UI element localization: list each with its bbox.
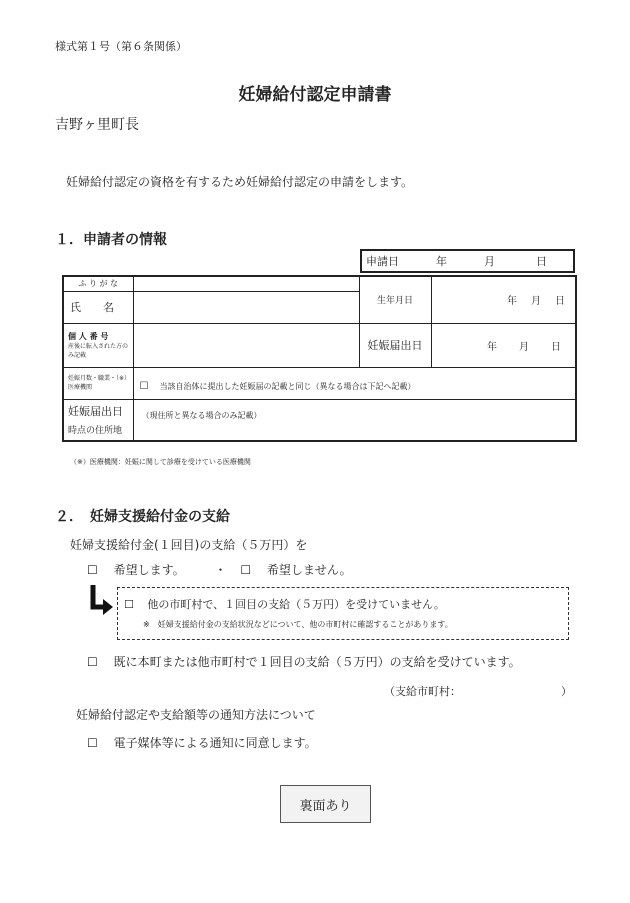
application-day[interactable]: 日 xyxy=(536,255,547,268)
wish-yes-label: 希望します。 xyxy=(113,563,185,577)
benefit-line: 妊婦支援給付金(１回目)の支給（５万円）を xyxy=(70,538,308,552)
pregnancy-report-date-input[interactable] xyxy=(431,323,576,367)
already-received-checkbox[interactable]: ☐ xyxy=(87,655,98,669)
application-year[interactable]: 年 xyxy=(436,255,447,268)
intro-text: 妊婦給付認定の資格を有するため妊婦給付認定の申請をします。 xyxy=(66,175,414,189)
id-number-input[interactable] xyxy=(133,323,359,367)
wish-no-label: 希望しません。 xyxy=(266,563,352,577)
not-received-text: 他の市町村で、１回目の支給（５万円）を受けていません。 xyxy=(147,598,445,611)
paying-city-close: ） xyxy=(561,685,572,698)
pregnancy-report-label: 妊娠届出日 xyxy=(359,323,431,367)
id-label: 個 人 番 号 xyxy=(68,331,109,341)
wish-options xyxy=(87,561,352,578)
address-label-2: 時点の住所地 xyxy=(68,426,123,437)
id-note: 産後に転入された方のみ記載 xyxy=(68,342,129,359)
same-as-report-option[interactable] xyxy=(133,367,576,399)
confirmation-note: ※ 妊婦支援給付金の支給状況などについて、他の市町村に確認することがあります。 xyxy=(143,620,453,629)
name-label: 氏 名 xyxy=(63,291,133,323)
birthdate-year: 年 xyxy=(507,296,517,308)
electronic-consent-checkbox[interactable]: ☐ xyxy=(87,736,98,750)
applicant-info-table xyxy=(62,275,577,442)
address-label-1: 妊娠届出日 xyxy=(68,405,123,419)
application-date-label: 申請日 xyxy=(366,255,399,268)
same-as-report-checkbox[interactable]: ☐ xyxy=(139,380,149,392)
name-input[interactable] xyxy=(133,291,359,323)
wish-yes-checkbox[interactable]: ☐ xyxy=(87,563,98,577)
id-label-cell xyxy=(63,323,133,367)
addressee: 吉野ヶ里町長 xyxy=(55,117,139,133)
address-input[interactable] xyxy=(133,399,576,441)
paying-city-label: （支給市町村： xyxy=(384,685,461,698)
furigana-input[interactable] xyxy=(133,276,359,291)
already-received-option[interactable] xyxy=(87,653,521,670)
wish-no-checkbox[interactable]: ☐ xyxy=(240,563,252,577)
birthdate-input[interactable] xyxy=(431,276,576,323)
section1-heading: １．申請者の情報 xyxy=(55,232,167,248)
birthdate-label: 生年月日 xyxy=(359,276,431,323)
not-received-box xyxy=(117,587,569,640)
same-as-report-text: 当該自治体に提出した妊娠届の記載と同じ（異なる場合は下記へ記載） xyxy=(159,381,416,391)
electronic-consent-option[interactable] xyxy=(87,734,317,751)
footnote: （※）医療機関：妊娠に関して診療を受けている医療機関 xyxy=(70,458,251,466)
not-received-option[interactable] xyxy=(124,596,445,612)
birthdate-day: 日 xyxy=(555,296,565,308)
not-received-checkbox[interactable]: ☐ xyxy=(124,598,134,611)
already-received-text: 既に本町または他市町村で１回目の支給（５万円）の支給を受けています。 xyxy=(113,655,521,669)
months-label: 妊娠月数・職業・（※）医療機関 xyxy=(63,367,133,399)
report-day: 日 xyxy=(551,341,561,353)
notify-heading: 妊婦給付認定や支給額等の通知方法について xyxy=(76,708,316,722)
page-title: 妊婦給付認定申請書 xyxy=(238,85,392,105)
electronic-consent-text: 電子媒体等による通知に同意します。 xyxy=(113,736,317,750)
form-id: 様式第１号（第６条関係） xyxy=(55,40,187,53)
section2-heading: ２． 妊婦支援給付金の支給 xyxy=(55,509,230,525)
application-month[interactable]: 月 xyxy=(484,255,495,268)
address-note: （現住所と異なる場合のみ記載） xyxy=(141,410,262,420)
report-year: 年 xyxy=(487,341,497,353)
wish-separator: ・ xyxy=(214,563,227,577)
address-label-cell xyxy=(63,399,133,441)
back-side-button[interactable]: 裏面あり xyxy=(280,785,371,823)
paying-city-input[interactable] xyxy=(462,681,558,697)
report-month: 月 xyxy=(519,341,529,353)
arrow-down-right-icon xyxy=(85,583,117,619)
application-date-box xyxy=(360,249,575,273)
furigana-label: ふ り が な xyxy=(63,276,133,291)
birthdate-month: 月 xyxy=(531,296,541,308)
